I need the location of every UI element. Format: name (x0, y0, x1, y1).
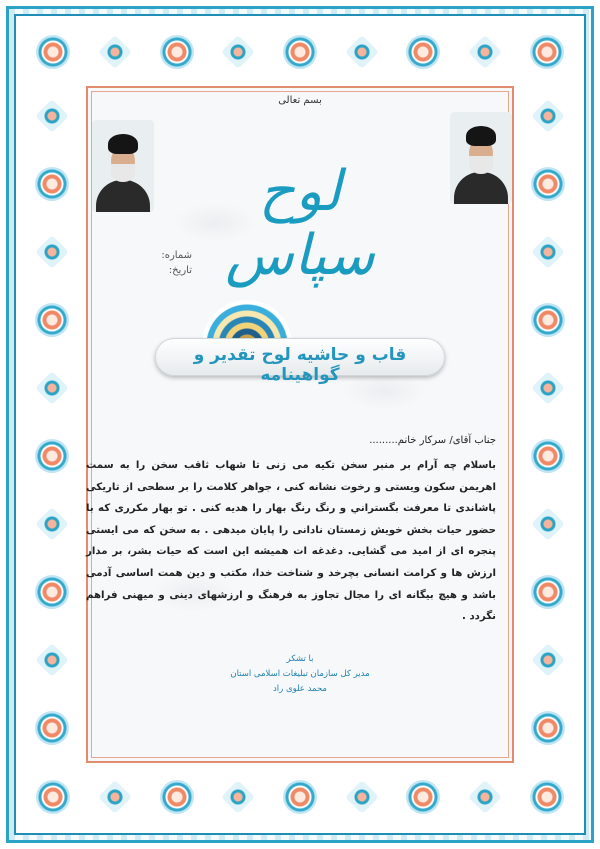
signature-name: محمد علوی راد (272, 684, 327, 694)
letter-body: باسلام چه آرام بر منبر سخن تکیه می زنی تا شهاب ثاقب سخن را به سمت اهریمن سکون ویستی و رخوت نشانه کنی ، جواهر کلامت را بر سطحی از تاریکی پاشاندی تا معرفت بگستراني و رنگ رنگ بهار را هدیه کنی . تو بهار مکرری که با حضور حیات بخش خویش زمستان نادانی را پایان میدهی . به سخن که می ایستی پنجره ای از امید می گشایی. دغدغه ات همیشه این است که حیات بشر، بر مدار ارزش ها و کرامت انسانی بچرخد و شناخت خدا، مکتب و دین همت اساسی آدمی باشد و هیچ بیگانه ای را مجال تجاوز به فرهنگ و ارزشهای دینی و میهنی فراهم نگردد . (86, 460, 496, 623)
basmala-heading: بسم تعالی (278, 95, 322, 106)
number-label: شماره: (161, 250, 192, 261)
banner-text: قاب و حاشیه لوح تقدیر و گواهینامه (193, 345, 407, 385)
signature-position: مدیر کل سازمان تبلیغات اسلامی استان (230, 669, 370, 679)
date-label: تاریخ: (168, 265, 192, 276)
portrait-right-image (450, 112, 512, 204)
portrait-left-image (92, 120, 154, 212)
salutation-line: جناب آقای/ سرکار خانم......... (369, 435, 496, 446)
signature-thanks: با تشکر (286, 654, 314, 664)
certificate-title: لوح سپاس (225, 159, 375, 288)
